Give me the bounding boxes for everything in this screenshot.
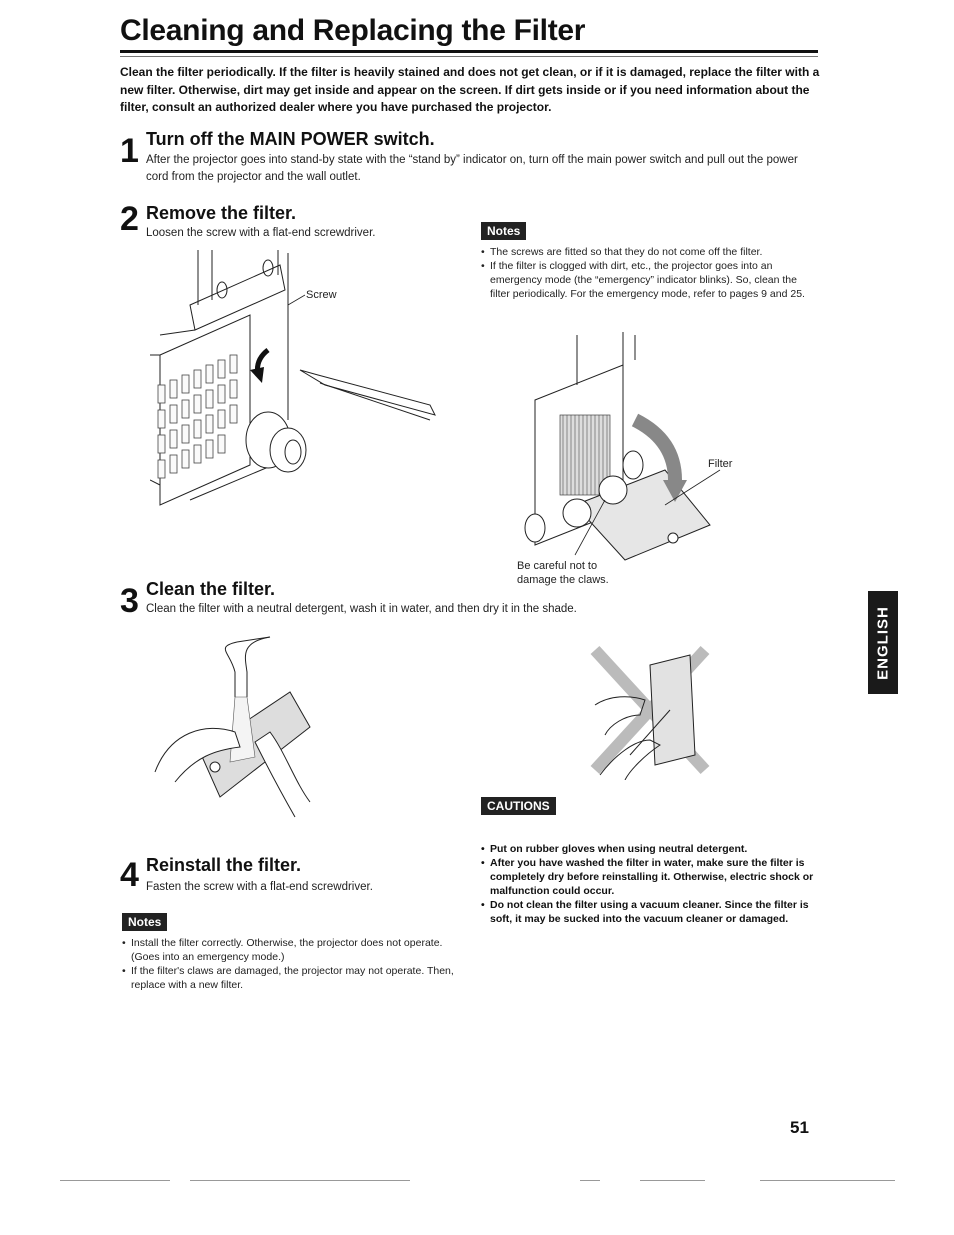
step-4-number: 4: [120, 856, 139, 894]
page-number: 51: [790, 1118, 809, 1137]
notes-list-1: [481, 245, 819, 301]
footer-rule: [580, 1180, 600, 1181]
notes-list-2: [122, 936, 467, 992]
washing-illustration: [145, 632, 315, 822]
cautions-badge: CAUTIONS: [481, 797, 556, 815]
step-1-text: After the projector goes into stand-by state with the “stand by” indicator on, turn off the main power switch and pull out the power cord from the projector and the wall outlet.: [146, 154, 798, 183]
footer-rule: [190, 1180, 410, 1181]
claws-warning-label: Be careful not to damage the claws.: [517, 560, 609, 586]
footer-rule: [640, 1180, 705, 1181]
intro-paragraph: Clean the filter periodically. If the filter is heavily stained and does not get clean, or if it is damaged, replace the filter with a new filter. Otherwise, dirt may get inside and appear on the screen. If dirt gets inside or if you need information about the filter, consult an authorized dealer where you have purchased the projector.: [120, 65, 820, 114]
step-3-text: Clean the filter with a neutral detergent, wash it in water, and then dry it in the shade.: [146, 603, 577, 615]
footer-rule: [760, 1180, 895, 1181]
caution-item: • After you have washed the filter in water, make sure the filter is completely dry before reinstalling it. Otherwise, electric shock or malfunction could occur.: [481, 856, 821, 898]
filter-removal-illustration: [515, 330, 735, 590]
step-2-text: Loosen the screw with a flat-end screwdriver.: [146, 227, 376, 239]
footer-rule: [60, 1180, 170, 1181]
screw-removal-illustration: [150, 245, 440, 510]
title-rule-thin: [120, 56, 818, 57]
step-2-number: 2: [120, 200, 139, 238]
step-2-title: Remove the filter.: [146, 203, 297, 223]
notes-badge: Notes: [481, 222, 526, 240]
language-side-tab: [868, 591, 898, 694]
step-4-title: Reinstall the filter.: [146, 855, 302, 875]
step-1-number: 1: [120, 132, 139, 170]
notes-item: • The screws are fitted so that they do not come off the filter.: [481, 245, 819, 259]
caution-item: • Put on rubber gloves when using neutral detergent.: [481, 842, 821, 856]
notes-item: • If the filter is clogged with dirt, etc., the projector goes into an emergency mode (the “emergency” indicator blinks). So, clean the filter periodically. For the emergency mode, refer to pages 9 and 25.: [481, 259, 819, 301]
step-3-title: Clean the filter.: [146, 579, 276, 599]
page-title: Cleaning and Replacing the Filter: [120, 14, 586, 47]
step-4-text: Fasten the screw with a flat-end screwdriver.: [146, 881, 373, 893]
caution-item: • Do not clean the filter using a vacuum cleaner. Since the filter is soft, it may be sucked into the vacuum cleaner or damaged.: [481, 898, 821, 926]
title-rule: [120, 50, 818, 53]
step-1-title: Turn off the MAIN POWER switch.: [146, 129, 435, 149]
cautions-list: [481, 842, 821, 926]
step-3-number: 3: [120, 582, 139, 620]
screw-label: Screw: [306, 289, 337, 301]
filter-label: Filter: [708, 458, 733, 470]
language-side-tab-label: ENGLISH: [874, 605, 892, 680]
no-vacuum-illustration: [590, 645, 710, 780]
notes-item: • If the filter's claws are damaged, the projector may not operate. Then, replace with a new filter.: [122, 964, 467, 992]
notes-badge: Notes: [122, 913, 167, 931]
notes-item: • Install the filter correctly. Otherwise, the projector does not operate. (Goes into an emergency mode.): [122, 936, 467, 964]
